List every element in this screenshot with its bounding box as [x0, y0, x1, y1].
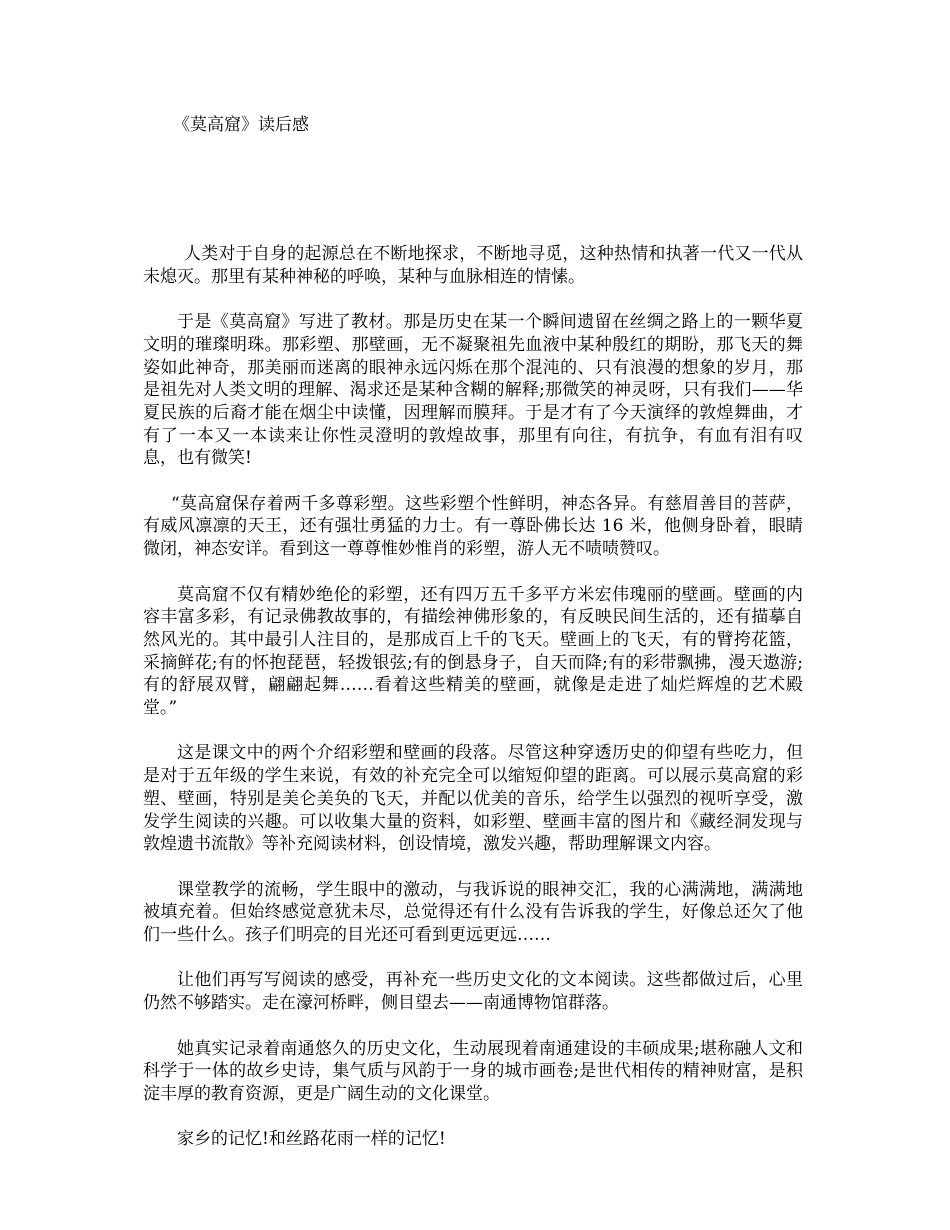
paragraph-teaching-reflection: 这是课文中的两个介绍彩塑和壁画的段落。尽管这种穿透历史的仰望有些吃力，但是对于五年级的学生来说，有效的补充完全可以缩短仰望的距离。可以展示莫高窟的彩塑、壁画，特别是美仑美奂的飞天，并配以优美的音乐，给学生以强烈的视听享受，激发学生阅读的兴趣。可以收集大量的资料，如彩塑、壁画丰富的图片和《藏经洞发现与敦煌遗书流散》等补充阅读材料，创设情境，激发兴趣，帮助理解课文内容。 — [143, 743, 803, 855]
paragraph-quote-sculptures: “莫高窟保存着两千多尊彩塑。这些彩塑个性鲜明，神态各异。有慈眉善目的菩萨，有威风凛凛的天王，还有强壮勇猛的力士。有一尊卧佛长达 16 米，他侧身卧着，眼睛微闭，神态安详。看到这一尊尊惟妙惟肖的彩塑，游人无不啧啧赞叹。 — [143, 493, 803, 560]
paragraph-mogao-textbook: 于是《莫高窟》写进了教材。那是历史在某一个瞬间遗留在丝绸之路上的一颗华夏文明的璀璨明珠。那彩塑、那壁画，无不凝聚祖先血液中某种殷红的期盼，那飞天的舞姿如此神奇，那美丽而迷离的眼神永远闪烁在那个混沌的、只有浪漫的想象的岁月，那是祖先对人类文明的理解、渴求还是某种含糊的解释;那微笑的神灵呀，只有我们——华夏民族的后裔才能在烟尘中读懂，因理解而膜拜。于是才有了今天演绎的敦煌舞曲，才有了一本又一本读来让你性灵澄明的敦煌故事，那里有向往，有抗争，有血有泪有叹息，也有微笑! — [143, 312, 803, 469]
paragraph-quote-murals: 莫高窟不仅有精妙绝伦的彩塑，还有四万五千多平方米宏伟瑰丽的壁画。壁画的内容丰富多彩，有记录佛教故事的，有描绘神佛形象的，有反映民间生活的，还有描摹自然风光的。其中最引人注目的，是那成百上千的飞天。壁画上的飞天，有的臂挎花篮，采摘鲜花;有的怀抱琵琶，轻拨银弦;有的倒悬身子，自天而降;有的彩带飘拂，漫天遨游;有的舒展双臂，翩翩起舞……看着这些精美的壁画，就像是走进了灿烂辉煌的艺术殿堂。” — [143, 584, 803, 719]
paragraph-closing: 家乡的记忆!和丝路花雨一样的记忆! — [177, 1129, 446, 1150]
paragraph-nantong-museum: 她真实记录着南通悠久的历史文化，生动展现着南通建设的丰硕成果;堪称融人文和科学于一体的故乡史诗，集气质与风韵于一身的城市画卷;是世代相传的精神财富，是积淀丰厚的教育资源，更是广阔生动的文化课堂。 — [143, 1038, 803, 1104]
paragraph-origin: 人类对于自身的起源总在不断地探求，不断地寻觅，这种热情和执著一代又一代从未熄灭。那里有某种神秘的呼唤，某种与血脉相连的情愫。 — [143, 244, 803, 287]
document-body — [143, 243, 803, 1174]
document-title: 《莫高窟》读后感 — [173, 115, 309, 135]
paragraph-supplement: 让他们再写写阅读的感受，再补充一些历史文化的文本阅读。这些都做过后，心里仍然不够踏实。走在濠河桥畔，侧目望去——南通博物馆群落。 — [143, 970, 803, 1014]
paragraph-classroom: 课堂教学的流畅，学生眼中的激动，与我诉说的眼神交汇，我的心满满地，满满地被填充着。但始终感觉意犹未尽，总觉得还有什么没有告诉我的学生，好像总还欠了他们一些什么。孩子们明亮的目光还可看到更远更远…… — [143, 879, 803, 946]
